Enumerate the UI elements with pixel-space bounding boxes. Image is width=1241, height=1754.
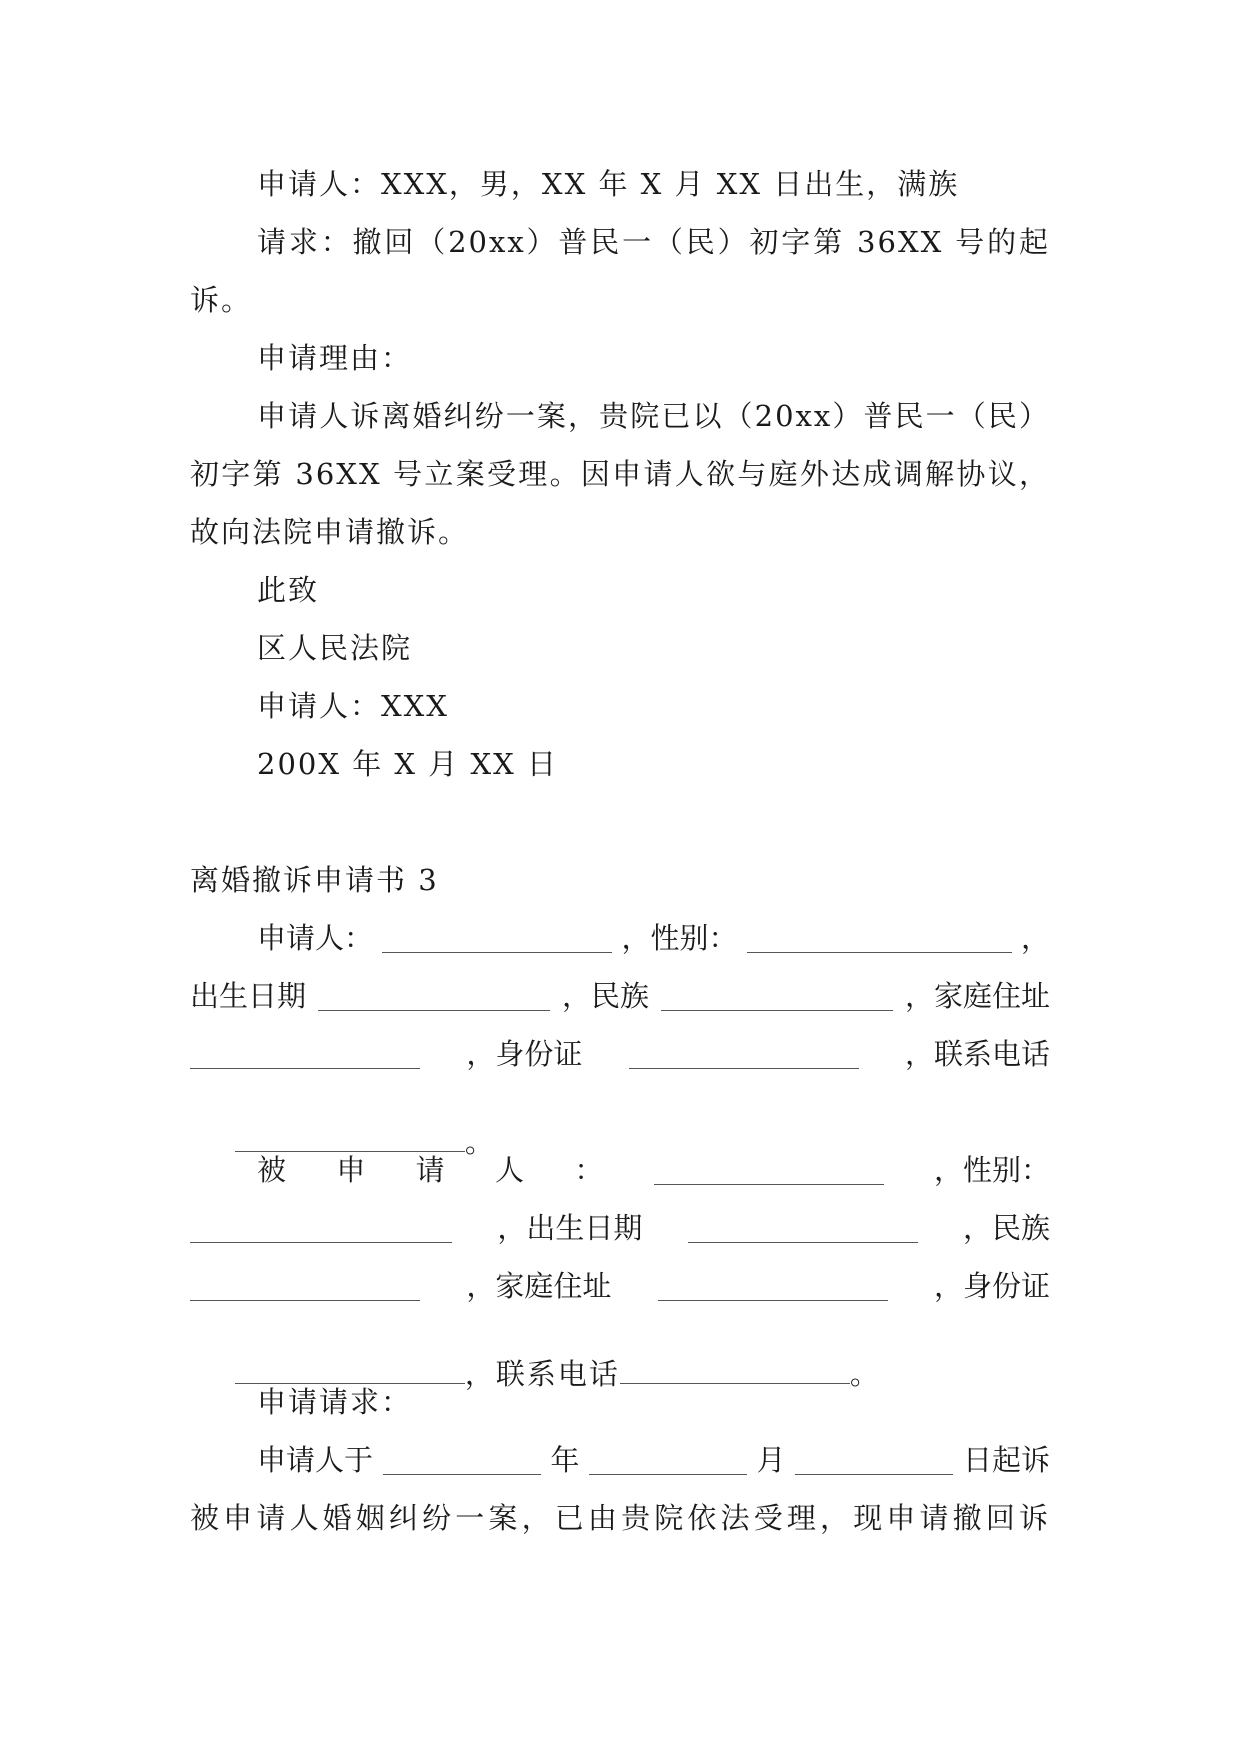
- reason-heading: 申请理由：: [257, 341, 413, 375]
- respondent-id-label: ，身份证: [933, 1269, 1050, 1303]
- respondent-gender-label: ，性别：: [933, 1153, 1050, 1187]
- section-title: 离婚撤诉申请书 3: [190, 863, 439, 897]
- respondent-birth-label: ，出生日期: [497, 1211, 643, 1245]
- signature-line: 申请人：XXX: [257, 689, 449, 723]
- respondent-label-char-1: 被: [257, 1153, 287, 1187]
- applicant-gender-blank: [747, 928, 1012, 953]
- respondent-row-2: [190, 1211, 1050, 1245]
- respondent-label-char-5: ：: [574, 1153, 604, 1187]
- respondent-id-blank: [235, 1359, 465, 1384]
- applicant-ethnic-label: ，民族: [561, 979, 649, 1013]
- applicant-birth-blank: [318, 986, 550, 1011]
- respondent-name-blank: [654, 1160, 884, 1185]
- respondent-row-1: [257, 1153, 1050, 1187]
- request-day-label: 日起诉: [962, 1443, 1050, 1477]
- respondent-phone-label: ，联系电话: [464, 1357, 620, 1391]
- request-heading: 申请请求：: [257, 1385, 413, 1419]
- request-start-text: 申请人于: [257, 1443, 374, 1477]
- applicant-row-1: [257, 921, 1050, 955]
- respondent-gender-blank: [190, 1218, 452, 1243]
- respondent-birth-blank: [688, 1218, 918, 1243]
- closing-text: 此致: [257, 573, 320, 607]
- reason-line-2: 初字第 36XX 号立案受理。因申请人欲与庭外达成调解协议，: [190, 457, 1050, 491]
- applicant-id-label: ，身份证: [466, 1037, 583, 1071]
- applicant-id-blank: [629, 1044, 859, 1069]
- request-year-blank: [383, 1450, 541, 1475]
- request-line-2: 被申请人婚姻纠纷一案，已由贵院依法受理，现申请撤回诉: [190, 1501, 1050, 1535]
- respondent-ethnic-label: ，民族: [962, 1211, 1050, 1245]
- applicant-ethnic-blank: [661, 986, 893, 1011]
- applicant-period: 。: [464, 1125, 496, 1159]
- respondent-row-3: [190, 1269, 1050, 1303]
- reason-line-1: 申请人诉离婚纠纷一案，贵院已以（20xx）普民一（民）: [257, 399, 1050, 433]
- request-month-blank: [589, 1450, 747, 1475]
- respondent-label-char-4: 人: [494, 1153, 524, 1187]
- request-line-2: 诉。: [190, 283, 253, 317]
- respondent-address-blank: [658, 1276, 888, 1301]
- applicant-address-label: ，家庭住址: [904, 979, 1050, 1013]
- respondent-phone-blank: [620, 1359, 850, 1384]
- respondent-label-char-3: 请: [415, 1153, 445, 1187]
- date-line: 200X 年 X 月 XX 日: [257, 747, 559, 781]
- respondent-period: 。: [849, 1357, 881, 1391]
- applicant-row-3: [190, 1037, 1050, 1071]
- respondent-ethnic-blank: [190, 1276, 420, 1301]
- request-day-blank: [795, 1450, 953, 1475]
- court-name: 区人民法院: [257, 631, 413, 665]
- applicant-gender-label: ，性别：: [621, 921, 738, 955]
- request-row-1: [257, 1443, 1050, 1477]
- respondent-label-char-2: 申: [336, 1153, 366, 1187]
- applicant-comma: ，: [1020, 921, 1050, 955]
- applicant-birth-label: 出生日期: [190, 979, 307, 1013]
- reason-line-3: 故向法院申请撤诉。: [190, 515, 470, 549]
- request-year-label: 年: [550, 1443, 580, 1477]
- applicant-phone-blank: [235, 1127, 465, 1152]
- applicant-row-2: [190, 979, 1050, 1013]
- applicant-address-blank: [190, 1044, 420, 1069]
- applicant-phone-label: ，联系电话: [904, 1037, 1050, 1071]
- request-line-1: 请求：撤回（20xx）普民一（民）初字第 36XX 号的起: [257, 225, 1050, 259]
- applicant-line: 申请人：XXX，男，XX 年 X 月 XX 日出生，满族: [257, 167, 960, 201]
- request-month-label: 月: [756, 1443, 786, 1477]
- respondent-address-label: ，家庭住址: [466, 1269, 612, 1303]
- applicant-name-blank: [382, 928, 612, 953]
- applicant-label: 申请人：: [257, 921, 374, 955]
